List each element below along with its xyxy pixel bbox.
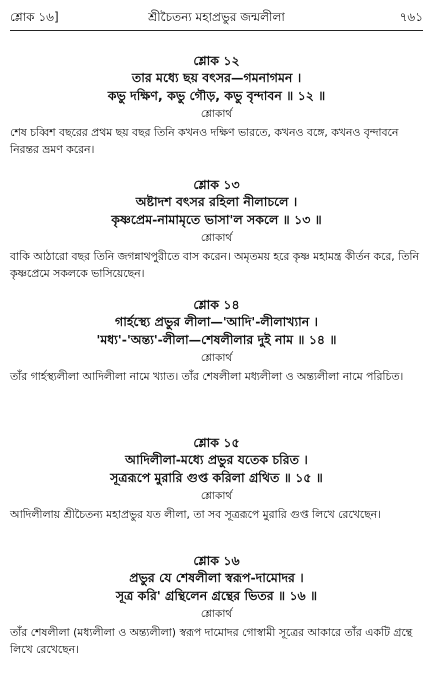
verse-line: কভু দক্ষিণ, কভু গৌড়, কভু বৃন্দাবন ॥ ১২ ॥ — [107, 88, 326, 103]
verse-block-15 — [10, 434, 423, 523]
verse-number: শ্লোক ১৫ — [193, 435, 240, 450]
translation-text: তাঁর গার্হস্থ্যলীলা আদিলীলা নামে খ্যাত। তাঁর শেষলীলা মধ্যলীলা ও অন্ত্যলীলা নামে পরিচিত। — [10, 370, 404, 383]
verse-block-12 — [10, 52, 423, 158]
header-verse-ref: শ্লোক ১৬] — [10, 10, 59, 24]
header-chapter-title: শ্রীচৈতন্য মহাপ্রভুর জন্মলীলা — [148, 10, 285, 24]
translation-text: আদিলীলায় শ্রীচৈতন্য মহাপ্রভুর যত লীলা, তা সব সূত্ররূপে মুরারি গুপ্ত লিখে রেখেছেন। — [10, 508, 381, 521]
verse-line: আদিলীলা-মধ্যে প্রভুর যতেক চরিত । — [125, 452, 308, 467]
translation-text: তাঁর শেষলীলা (মধ্যলীলা ও অন্ত্যলীলা) স্বরূপ দামোদর গোস্বামী সূত্রের আকারে তাঁর একটি গ্রন্থে লিখে রেখেছেন। — [10, 626, 413, 656]
verse-line: অষ্টাদশ বৎসর রহিলা নীলাচলে । — [135, 194, 298, 209]
verse-block-16 — [10, 552, 423, 658]
verse-number: শ্লোক ১৩ — [193, 177, 240, 192]
verse-line: তার মধ্যে ছয় বৎসর—গমনাগমন । — [131, 70, 302, 85]
translation-heading: শ্লোকার্থ — [200, 608, 233, 620]
verse-block-14 — [10, 296, 423, 385]
verse-number: শ্লোক ১৬ — [193, 553, 240, 568]
translation-text: বাকি আঠারো বছর তিনি জগন্নাথপুরীতে বাস করেন। অমৃতময় হরে কৃষ্ণ মহামন্ত্র কীর্তন করে, তিনি কৃষ্ণপ্রেমে সকলকে ভাসিয়েছেন। — [10, 250, 419, 280]
verse-line: গার্হস্থ্যে প্রভুর লীলা—'আদি'-লীলাখ্যান । — [115, 314, 318, 329]
verse-number: শ্লোক ১৪ — [193, 297, 240, 312]
verse-line: সূত্র করি' গ্রন্থিলেন গ্রন্থের ভিতর ॥ ১৬ ॥ — [115, 588, 318, 603]
header-rule — [10, 30, 423, 31]
translation-heading: শ্লোকার্থ — [200, 490, 233, 502]
translation-heading: শ্লোকার্থ — [200, 108, 233, 120]
verse-line: প্রভুর যে শেষলীলা স্বরূপ-দামোদর । — [129, 570, 304, 585]
translation-heading: শ্লোকার্থ — [200, 352, 233, 364]
verse-block-13 — [10, 176, 423, 282]
verse-line: সূত্ররূপে মুরারি গুপ্ত করিলা গ্রথিত ॥ ১৫ ॥ — [110, 470, 323, 485]
header-page-number: ৭৬১ — [399, 10, 423, 24]
running-header — [10, 8, 423, 28]
verse-line: কৃষ্ণপ্রেম-নামামৃতে ভাসা'ল সকলে ॥ ১৩ ॥ — [111, 212, 322, 227]
translation-text: শেষ চব্বিশ বছরের প্রথম ছয় বছর তিনি কখনও দক্ষিণ ভারতে, কখনও বঙ্গে, কখনও বৃন্দাবনে নিরন্তর ভ্রমণ করেন। — [10, 126, 399, 156]
translation-heading: শ্লোকার্থ — [200, 232, 233, 244]
verse-line: 'মধ্য'-'অন্ত্য'-লীলা—শেষলীলার দুই নাম ॥ ১৪ ॥ — [96, 332, 337, 347]
verse-number: শ্লোক ১২ — [193, 53, 240, 68]
